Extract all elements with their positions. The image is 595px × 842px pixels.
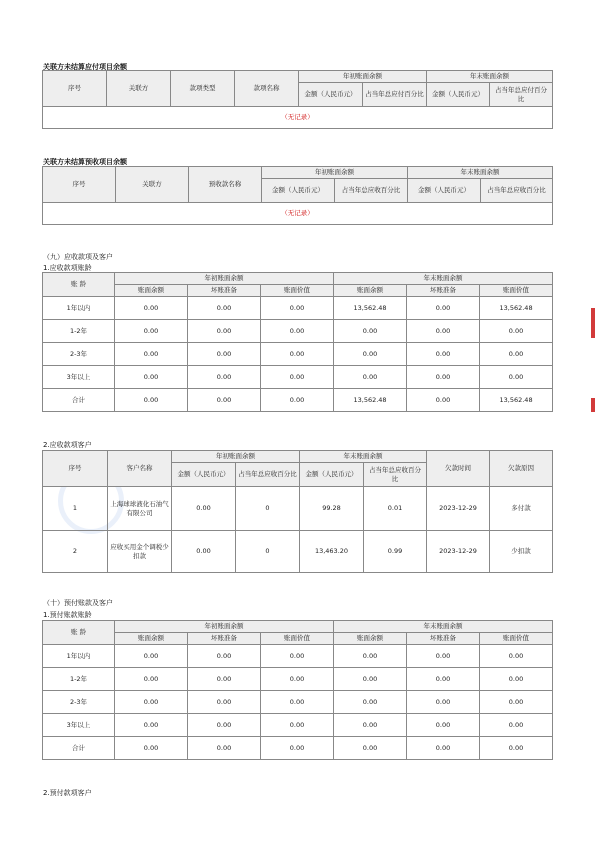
cell-begin-net: 0.00: [261, 389, 334, 412]
cell-customer-name: 应收买用金个调税少扣款: [108, 531, 172, 573]
header-end-net: 账面价值: [480, 285, 553, 297]
cell-begin-book: 0.00: [115, 389, 188, 412]
header-index: 序号: [43, 167, 116, 203]
subsection-title-receivable-customers: 2.应收款项客户: [43, 441, 92, 449]
table-row-total: [43, 389, 553, 412]
table-row-total: [43, 737, 553, 760]
cell-begin-book: 0.00: [115, 645, 188, 668]
cell-begin-amount: 0.00: [172, 487, 236, 531]
cell-end-percent: 0.99: [364, 531, 427, 573]
header-end-group: 年末账面余额: [334, 273, 553, 285]
cell-end-bad: 0.00: [407, 668, 480, 691]
table-row: [43, 343, 553, 366]
table-row: [43, 668, 553, 691]
cell-end-net: 0.00: [480, 366, 553, 389]
cell-end-book: 13,562.48: [334, 297, 407, 320]
header-begin-group: 年初账面余额: [115, 273, 334, 285]
header-begin-percent: 占当年总应收百分比: [236, 463, 300, 487]
header-end-percent: 占当年总应付百分比: [490, 83, 553, 107]
cell-begin-bad: 0.00: [188, 366, 261, 389]
header-party: 关联方: [107, 71, 171, 107]
cell-end-bad: 0.00: [407, 343, 480, 366]
section-title-related-receivable: 关联方未结算预收项目余额: [43, 158, 127, 166]
header-end-book: 账面余额: [334, 633, 407, 645]
cell-begin-bad: 0.00: [188, 737, 261, 760]
receivable-customer-table: [42, 450, 553, 573]
header-begin-amount: 金额（人民币元）: [262, 179, 335, 203]
cell-begin-net: 0.00: [261, 366, 334, 389]
header-type: 款项类型: [171, 71, 235, 107]
cell-begin-bad: 0.00: [188, 691, 261, 714]
cell-begin-net: 0.00: [261, 737, 334, 760]
aging-label: 合计: [43, 737, 115, 760]
cell-end-book: 13,562.48: [334, 389, 407, 412]
header-begin-book: 账面余额: [115, 633, 188, 645]
cell-begin-net: 0.00: [261, 320, 334, 343]
cell-end-book: 0.00: [334, 645, 407, 668]
header-begin-bad: 坏账准备: [188, 285, 261, 297]
aging-label: 1-2年: [43, 320, 115, 343]
cell-end-book: 0.00: [334, 320, 407, 343]
cell-begin-bad: 0.00: [188, 668, 261, 691]
header-end-percent: 占当年总应收百分比: [481, 179, 553, 203]
cell-end-bad: 0.00: [407, 691, 480, 714]
header-begin-group: 年初账面余额: [299, 71, 427, 83]
related-receivable-table: [42, 166, 553, 225]
header-index: 序号: [43, 71, 107, 107]
header-name: 款项名称: [235, 71, 299, 107]
header-begin-group: 年初账面余额: [172, 451, 300, 463]
cell-owed-time: 2023-12-29: [427, 487, 490, 531]
table-row: [43, 320, 553, 343]
header-end-bad: 坏账准备: [407, 633, 480, 645]
cell-end-net: 0.00: [480, 668, 553, 691]
section-title-receivables: （九）应收款项及客户: [43, 253, 113, 261]
cell-begin-net: 0.00: [261, 297, 334, 320]
prepayment-aging-table: [42, 620, 553, 760]
header-end-group: 年末账面余额: [334, 621, 553, 633]
table-row: [43, 366, 553, 389]
table-row: [43, 487, 553, 531]
cell-end-book: 0.00: [334, 737, 407, 760]
cell-customer-name: 上海球球液化石油气有限公司: [108, 487, 172, 531]
header-end-amount: 金额（人民币元）: [300, 463, 364, 487]
cell-end-net: 13,562.48: [480, 297, 553, 320]
cell-end-net: 0.00: [480, 737, 553, 760]
table-row: [43, 531, 553, 573]
header-name: 预收款名称: [189, 167, 262, 203]
cell-end-book: 0.00: [334, 668, 407, 691]
cell-begin-amount: 0.00: [172, 531, 236, 573]
subsection-title-receivable-aging: 1.应收款项账龄: [43, 264, 92, 272]
cell-end-amount: 99.28: [300, 487, 364, 531]
cell-end-net: 0.00: [480, 320, 553, 343]
cell-end-amount: 13,463.20: [300, 531, 364, 573]
aging-label: 2-3年: [43, 691, 115, 714]
cell-end-book: 0.00: [334, 691, 407, 714]
cell-begin-net: 0.00: [261, 691, 334, 714]
table-row: [43, 714, 553, 737]
cell-begin-book: 0.00: [115, 714, 188, 737]
cell-end-net: 0.00: [480, 343, 553, 366]
cell-begin-book: 0.00: [115, 343, 188, 366]
header-aging: 账 龄: [43, 273, 115, 297]
header-index: 序号: [43, 451, 108, 487]
header-begin-group: 年初账面余额: [262, 167, 408, 179]
header-customer-name: 客户名称: [108, 451, 172, 487]
aging-label: 合计: [43, 389, 115, 412]
header-end-bad: 坏账准备: [407, 285, 480, 297]
edge-stamp-mark: [591, 398, 595, 412]
cell-begin-net: 0.00: [261, 668, 334, 691]
cell-begin-net: 0.00: [261, 645, 334, 668]
cell-begin-book: 0.00: [115, 320, 188, 343]
cell-index: 2: [43, 531, 108, 573]
cell-begin-net: 0.00: [261, 343, 334, 366]
header-end-group: 年末账面余额: [427, 71, 553, 83]
empty-record: （无记录）: [43, 203, 553, 225]
aging-label: 3年以上: [43, 714, 115, 737]
cell-end-bad: 0.00: [407, 366, 480, 389]
cell-begin-bad: 0.00: [188, 714, 261, 737]
cell-end-book: 0.00: [334, 366, 407, 389]
cell-index: 1: [43, 487, 108, 531]
subsection-title-prepayment-aging: 1.预付账款账龄: [43, 611, 92, 619]
cell-end-net: 0.00: [480, 645, 553, 668]
empty-record: （无记录）: [43, 107, 553, 129]
cell-begin-bad: 0.00: [188, 389, 261, 412]
cell-end-book: 0.00: [334, 714, 407, 737]
header-end-amount: 金额（人民币元）: [408, 179, 481, 203]
header-end-net: 账面价值: [480, 633, 553, 645]
aging-label: 1年以内: [43, 645, 115, 668]
cell-begin-percent: 0: [236, 531, 300, 573]
cell-begin-net: 0.00: [261, 714, 334, 737]
cell-owed-time: 2023-12-29: [427, 531, 490, 573]
related-payable-table: [42, 70, 553, 129]
cell-owed-reason: 少扣款: [490, 531, 553, 573]
subsection-title-prepayment-customers: 2.预付款项客户: [43, 789, 92, 797]
cell-begin-book: 0.00: [115, 668, 188, 691]
edge-stamp-mark: [591, 308, 595, 338]
cell-end-net: 13,562.48: [480, 389, 553, 412]
cell-end-bad: 0.00: [407, 645, 480, 668]
header-end-amount: 金额（人民币元）: [427, 83, 490, 107]
header-begin-amount: 金额（人民币元）: [299, 83, 363, 107]
header-begin-net: 账面价值: [261, 633, 334, 645]
section-title-prepayments: （十）预付账款及客户: [43, 599, 113, 607]
cell-begin-bad: 0.00: [188, 645, 261, 668]
section-title-related-payable: 关联方未结算应付项目余额: [43, 63, 127, 71]
header-begin-bad: 坏账准备: [188, 633, 261, 645]
cell-owed-reason: 多付款: [490, 487, 553, 531]
cell-end-bad: 0.00: [407, 320, 480, 343]
header-end-group: 年末账面余额: [300, 451, 427, 463]
header-end-percent: 占当年总应收百分比: [364, 463, 427, 487]
cell-end-bad: 0.00: [407, 389, 480, 412]
header-aging: 账 龄: [43, 621, 115, 645]
cell-begin-percent: 0: [236, 487, 300, 531]
table-row: [43, 691, 553, 714]
cell-end-percent: 0.01: [364, 487, 427, 531]
cell-end-net: 0.00: [480, 691, 553, 714]
header-begin-book: 账面余额: [115, 285, 188, 297]
header-end-book: 账面余额: [334, 285, 407, 297]
header-owed-time: 欠款时间: [427, 451, 490, 487]
header-begin-group: 年初账面余额: [115, 621, 334, 633]
cell-begin-book: 0.00: [115, 366, 188, 389]
cell-begin-bad: 0.00: [188, 320, 261, 343]
header-owed-reason: 欠款原因: [490, 451, 553, 487]
header-begin-net: 账面价值: [261, 285, 334, 297]
cell-begin-book: 0.00: [115, 297, 188, 320]
table-row: [43, 645, 553, 668]
aging-label: 1-2年: [43, 668, 115, 691]
cell-begin-bad: 0.00: [188, 297, 261, 320]
cell-end-bad: 0.00: [407, 714, 480, 737]
aging-label: 1年以内: [43, 297, 115, 320]
cell-begin-book: 0.00: [115, 737, 188, 760]
header-end-group: 年末账面余额: [408, 167, 553, 179]
table-row: [43, 297, 553, 320]
cell-end-bad: 0.00: [407, 737, 480, 760]
cell-end-bad: 0.00: [407, 297, 480, 320]
receivable-aging-table: [42, 272, 553, 412]
header-party: 关联方: [116, 167, 189, 203]
header-begin-amount: 金额（人民币元）: [172, 463, 236, 487]
header-begin-percent: 占当年总应付百分比: [363, 83, 427, 107]
cell-end-net: 0.00: [480, 714, 553, 737]
cell-end-book: 0.00: [334, 343, 407, 366]
cell-begin-bad: 0.00: [188, 343, 261, 366]
aging-label: 2-3年: [43, 343, 115, 366]
cell-begin-book: 0.00: [115, 691, 188, 714]
aging-label: 3年以上: [43, 366, 115, 389]
header-begin-percent: 占当年总应收百分比: [335, 179, 408, 203]
